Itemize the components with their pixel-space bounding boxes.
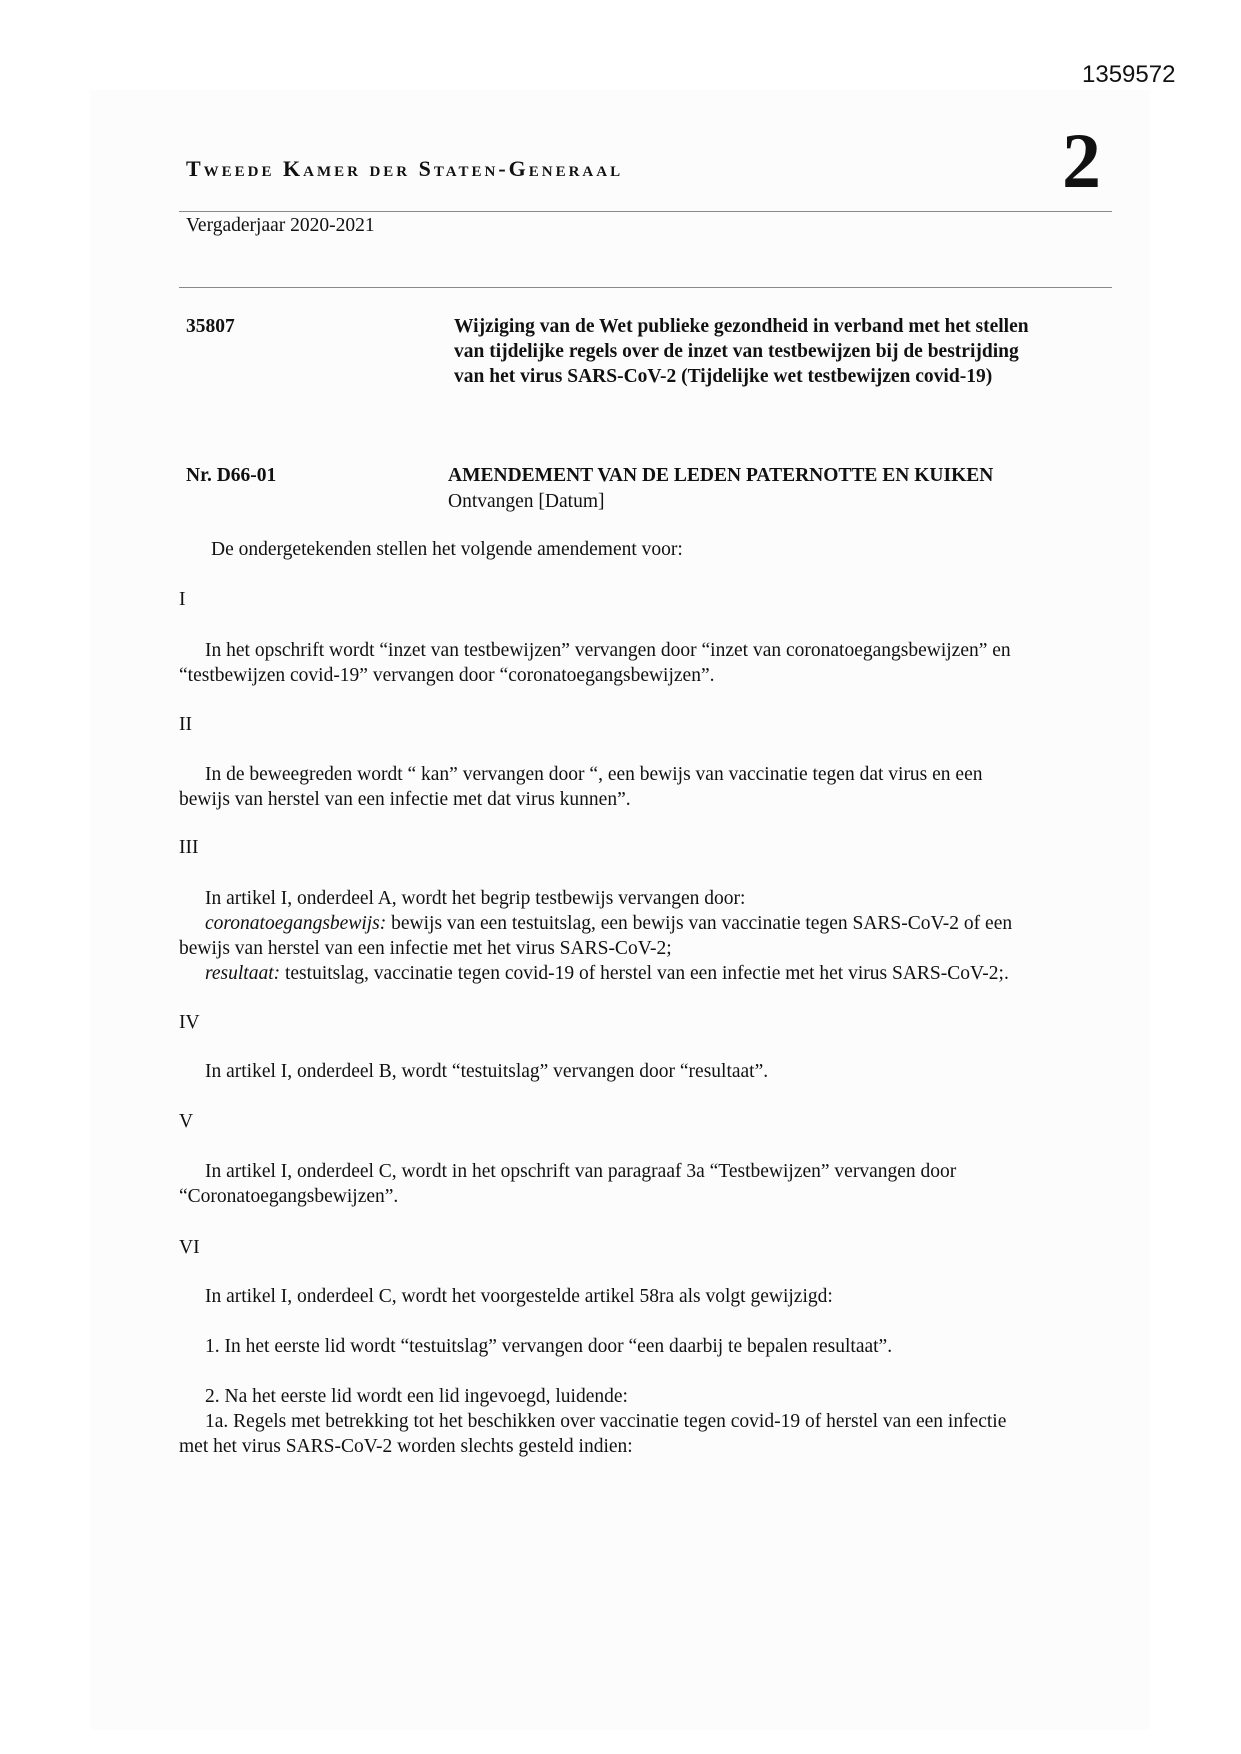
section-body — [179, 762, 983, 812]
section-numeral: IV — [179, 1012, 200, 1033]
text-line: 2. Na het eerste lid wordt een lid ingevoegd, luidende: — [205, 1386, 628, 1407]
section-body — [179, 886, 1012, 986]
bill-title-line: van het virus SARS-CoV-2 (Tijdelijke wet testbewijzen covid-19) — [454, 366, 993, 387]
text-line: bewijs van herstel van een infectie met dat virus kunnen”. — [179, 789, 631, 810]
text-line: In de beweegreden wordt “ kan” vervangen door “, een bewijs van vaccinatie tegen dat virus en een — [205, 764, 983, 785]
bill-number: 35807 — [186, 316, 235, 337]
bill-title-line: van tijdelijke regels over de inzet van testbewijzen bij de bestrijding — [454, 341, 1019, 362]
section-body — [179, 1284, 833, 1309]
chamber-name: Tweede Kamer der Staten-Generaal — [186, 156, 624, 181]
section-numeral: VI — [179, 1237, 200, 1258]
divider — [179, 287, 1112, 288]
defined-term: resultaat: — [205, 963, 281, 984]
text-line — [179, 911, 1012, 936]
amendment-intro: De ondergetekenden stellen het volgende amendement voor: — [211, 539, 683, 560]
section-numeral: II — [179, 714, 192, 735]
section-body — [179, 638, 1011, 688]
text-line: In artikel I, onderdeel C, wordt in het opschrift van paragraaf 3a “Testbewijzen” vervangen door — [205, 1161, 957, 1182]
document-number: 2 — [1062, 117, 1101, 204]
text-line: In artikel I, onderdeel C, wordt het voorgestelde artikel 58ra als volgt gewijzigd: — [205, 1286, 833, 1307]
section-body — [179, 1059, 768, 1084]
section-body — [179, 1159, 956, 1209]
bill-title-line: Wijziging van de Wet publieke gezondheid in verband met het stellen — [454, 316, 1029, 337]
section-numeral: III — [179, 837, 199, 858]
text-line: bewijs van herstel van een infectie met het virus SARS-CoV-2; — [179, 938, 672, 959]
text-line: In artikel I, onderdeel A, wordt het begrip testbewijs vervangen door: — [205, 888, 746, 909]
text-line: 1. In het eerste lid wordt “testuitslag” vervangen door “een daarbij te bepalen resultaat”. — [205, 1336, 893, 1357]
document-id: 1359572 — [1082, 61, 1176, 88]
received-date: Ontvangen [Datum] — [448, 491, 605, 512]
definition-text: bewijs van een testuitslag, een bewijs van vaccinatie tegen SARS-CoV-2 of een — [391, 913, 1013, 934]
text-line: “testbewijzen covid-19” vervangen door “coronatoegangsbewijzen”. — [179, 665, 715, 686]
session-year: Vergaderjaar 2020-2021 — [186, 215, 375, 236]
section-body — [179, 1384, 1006, 1459]
text-line: In het opschrift wordt “inzet van testbewijzen” vervangen door “inzet van coronatoegangsbewijzen” en — [205, 640, 1011, 661]
section-numeral: V — [179, 1111, 194, 1132]
text-line — [179, 961, 1012, 986]
text-line: 1a. Regels met betrekking tot het beschikken over vaccinatie tegen covid-19 of herstel van een infectie — [205, 1411, 1007, 1432]
defined-term: coronatoegangsbewijs: — [205, 913, 387, 934]
text-line: “Coronatoegangsbewijzen”. — [179, 1186, 399, 1207]
text-line: In artikel I, onderdeel B, wordt “testuitslag” vervangen door “resultaat”. — [205, 1061, 769, 1082]
text-line: met het virus SARS-CoV-2 worden slechts gesteld indien: — [179, 1436, 633, 1457]
bill-title — [454, 314, 1029, 389]
amendment-number: Nr. D66-01 — [186, 465, 277, 486]
section-body — [179, 1334, 892, 1359]
section-numeral: I — [179, 589, 186, 610]
amendment-title: AMENDEMENT VAN DE LEDEN PATERNOTTE EN KUIKEN — [448, 465, 994, 486]
divider — [179, 211, 1112, 212]
definition-text: testuitslag, vaccinatie tegen covid-19 of herstel van een infectie met het virus SARS-CoV-2;. — [284, 963, 1009, 984]
